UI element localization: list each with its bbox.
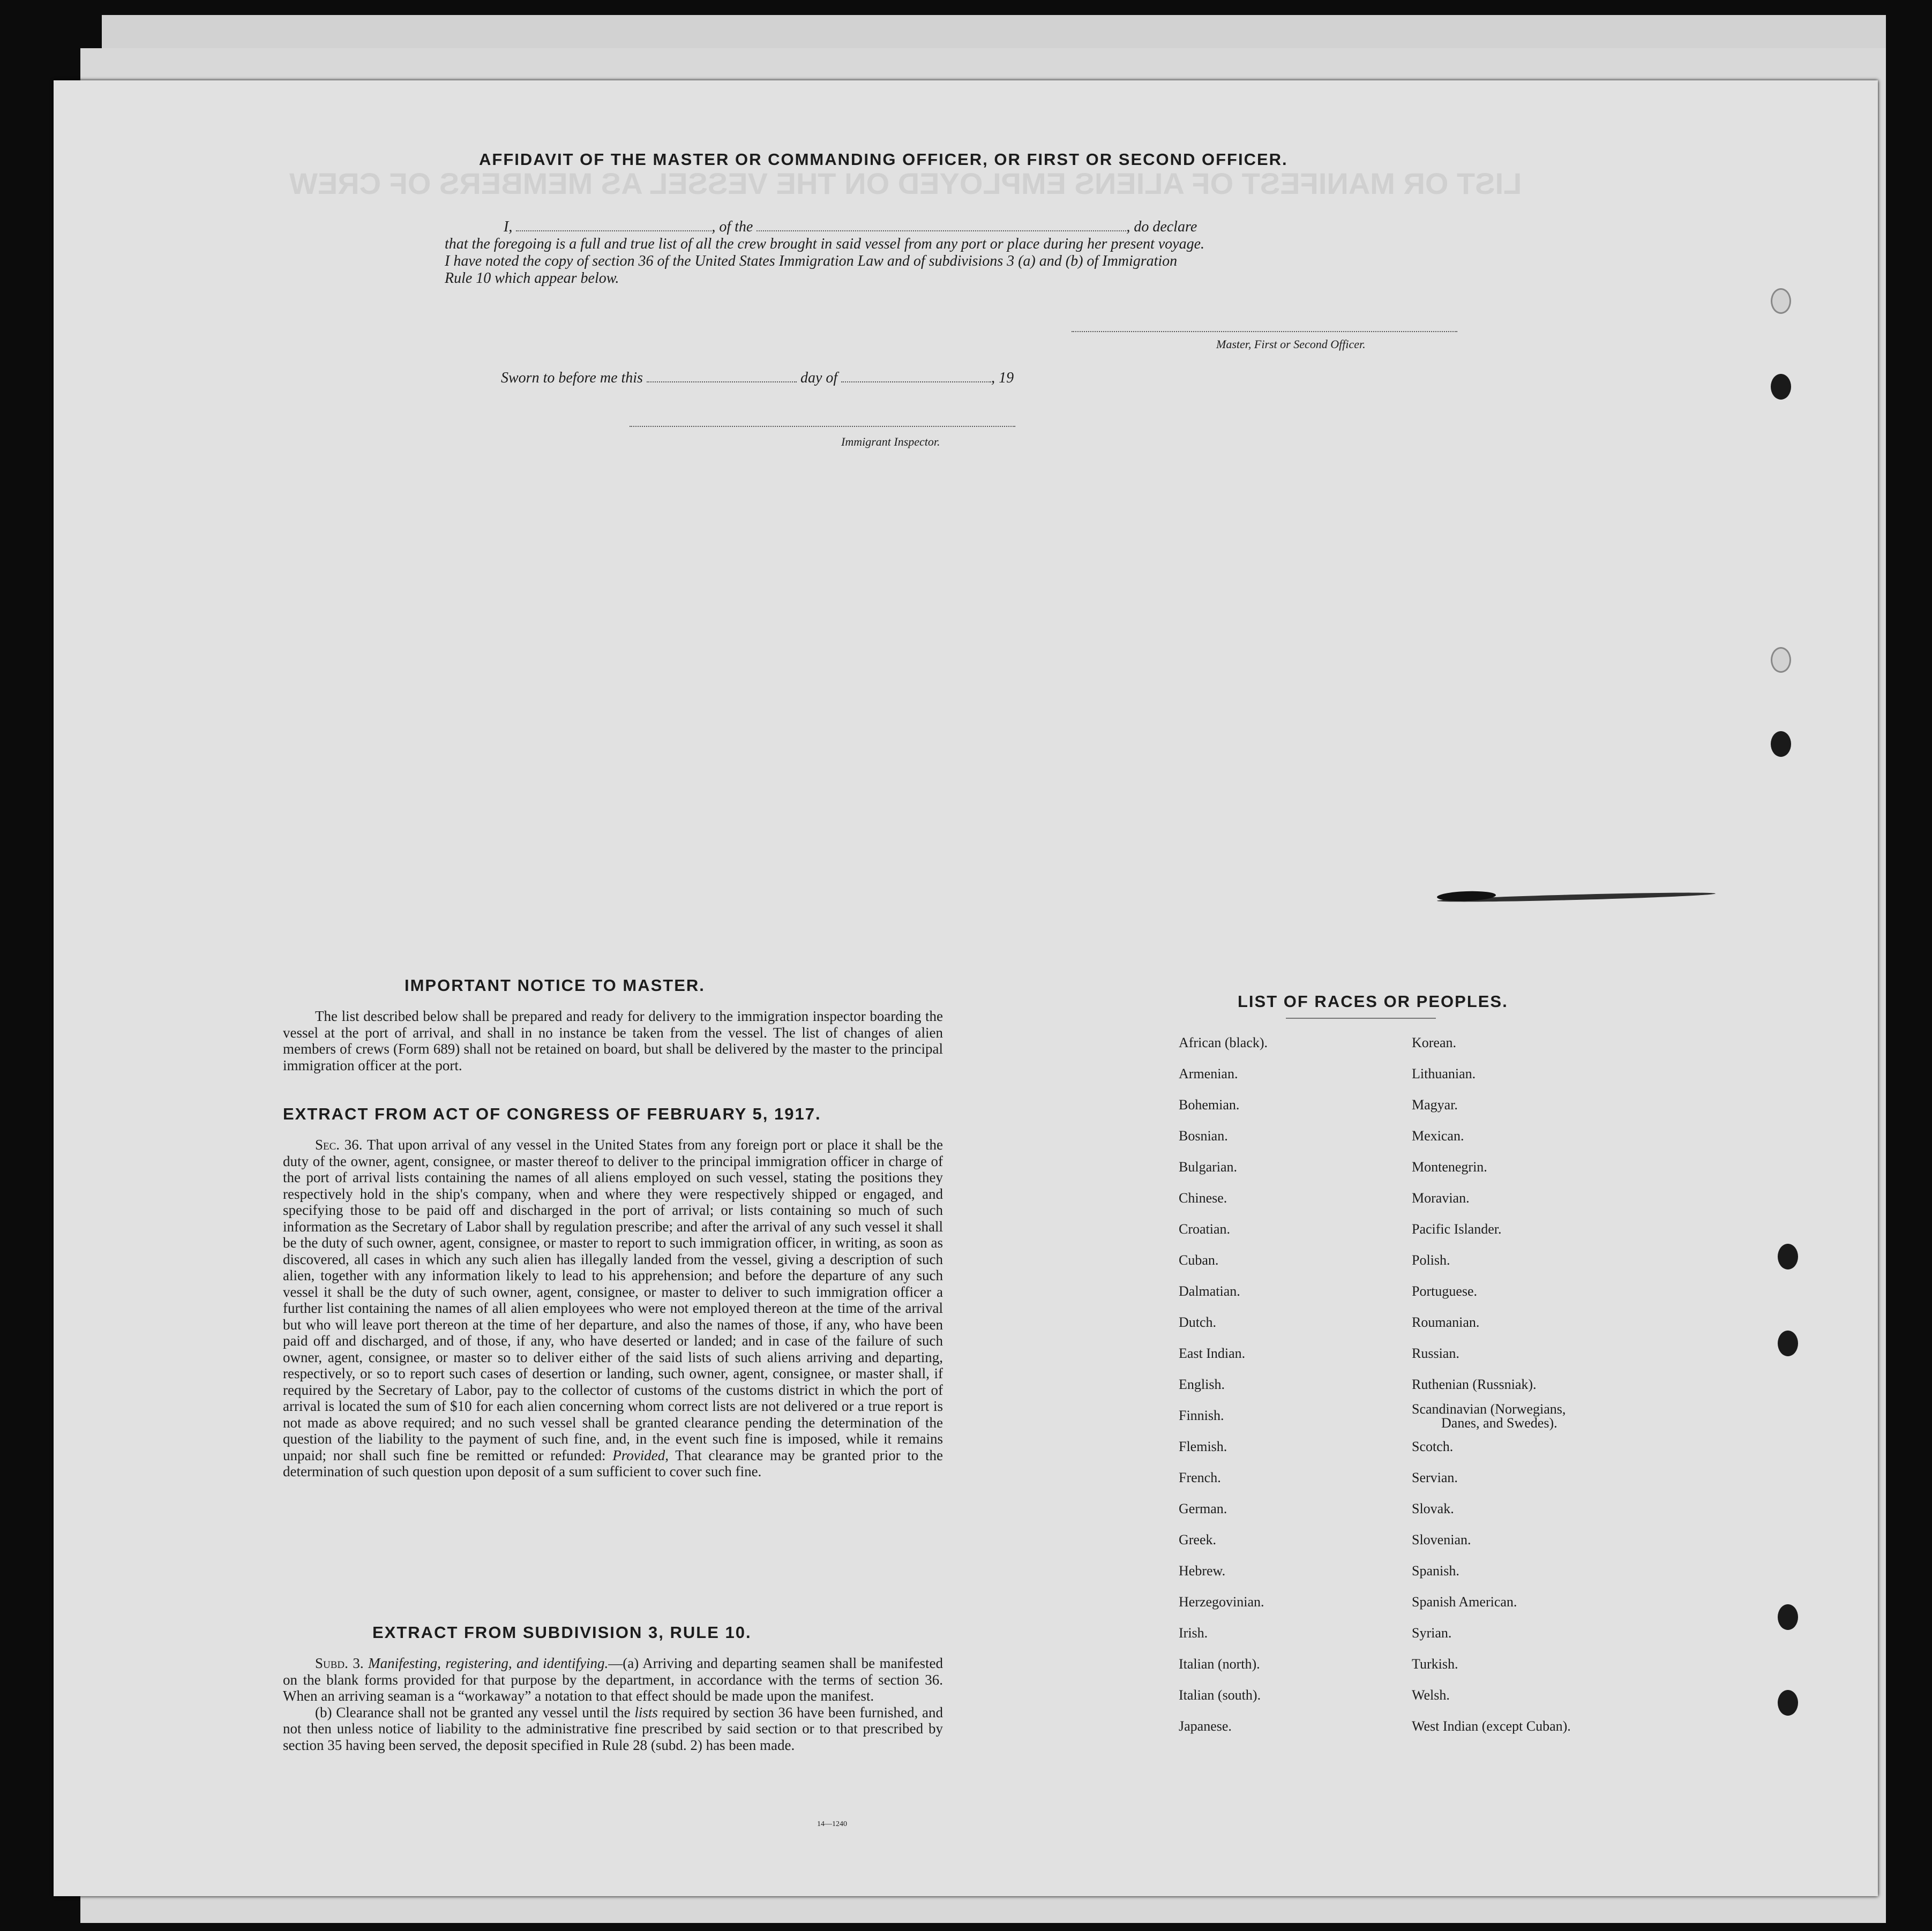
punch-hole [1771, 374, 1791, 400]
race-item: Italian (south). [1179, 1687, 1261, 1703]
race-item: French. [1179, 1470, 1221, 1485]
races-heading: LIST OF RACES OR PEOPLES. [1238, 992, 1508, 1011]
manifest-page [54, 80, 1878, 1896]
rule-heading: EXTRACT FROM SUBDIVISION 3, RULE 10. [372, 1623, 752, 1642]
signature-line [1072, 331, 1457, 332]
subd-b-text2: required by section 36 have been furnished, and not then unless notice of liability to the administrative fine prescribed by said section or to that prescribed by section 35 having been served, the deposit specified in Rule 28 (subd. 2) has been made. [283, 1704, 943, 1753]
race-item: German. [1179, 1501, 1227, 1516]
race-item: English. [1179, 1377, 1225, 1392]
race-item: Danes, and Swedes). [1441, 1415, 1557, 1431]
sworn-label: Sworn to before me this [501, 370, 643, 386]
race-item: Italian (north). [1179, 1656, 1260, 1672]
race-item: Syrian. [1412, 1625, 1452, 1641]
race-item: Scotch. [1412, 1439, 1454, 1454]
race-item: Portuguese. [1412, 1283, 1478, 1299]
race-item: Servian. [1412, 1470, 1458, 1485]
punch-hole [1778, 1604, 1798, 1630]
race-item: East Indian. [1179, 1346, 1246, 1361]
subd-b-text1: (b) Clearance shall not be granted any vessel until the [315, 1704, 631, 1720]
race-item: Croatian. [1179, 1221, 1231, 1237]
race-item: Spanish. [1412, 1563, 1459, 1579]
day-of-label: day of [800, 370, 838, 386]
race-item: Roumanian. [1412, 1314, 1480, 1330]
race-item: Welsh. [1412, 1687, 1450, 1703]
year-label: , 19 [991, 370, 1014, 386]
race-item: Bohemian. [1179, 1097, 1240, 1113]
race-item: Pacific Islander. [1412, 1221, 1502, 1237]
rule-text [283, 1655, 943, 1753]
race-item: Turkish. [1412, 1656, 1458, 1672]
race-item: African (black). [1179, 1035, 1268, 1050]
race-item: Dutch. [1179, 1314, 1217, 1330]
subd-a-text: —(a) Arriving and departing seamen shall be manifested on the blank forms provided for that purpose by the department, in accordance with the terms of section 36. When an arriving seaman is a “workaway” a notation to that effect should be made upon the manifest. [283, 1655, 943, 1704]
subd-b-lists: lists [634, 1704, 658, 1720]
race-item: Japanese. [1179, 1718, 1232, 1734]
race-item: Hebrew. [1179, 1563, 1226, 1579]
race-item: Cuban. [1179, 1252, 1219, 1268]
race-item: Lithuanian. [1412, 1066, 1476, 1081]
act-text [283, 1137, 943, 1480]
race-item: Slovak. [1412, 1501, 1454, 1516]
subd-title: Manifesting, registering, and identifying. [368, 1655, 609, 1671]
race-item: Spanish American. [1412, 1594, 1517, 1610]
name-blank [516, 230, 712, 231]
notice-text [283, 1008, 943, 1073]
punch-hole [1771, 288, 1791, 314]
affidavit-heading: AFFIDAVIT OF THE MASTER OR COMMANDING OFFICER, OR FIRST OR SECOND OFFICER. [479, 150, 1288, 169]
race-item: Irish. [1179, 1625, 1208, 1641]
rule-paragraph-a [283, 1655, 943, 1704]
notice-paragraph: The list described below shall be prepared and ready for delivery to the immigration inspector boarding the vessel at the port of arrival, and shall in no instance be taken from the vessel. The list of changes of alien members of crews (Form 689) shall not be retained on board, but shall be delivered by the master to the principal immigration officer at the port. [283, 1008, 943, 1073]
punch-hole [1771, 647, 1791, 673]
race-item: Scandinavian (Norwegians, [1412, 1401, 1566, 1417]
race-item: Bulgarian. [1179, 1159, 1238, 1175]
affidavit-line4: Rule 10 which appear below. [445, 270, 619, 287]
act-paragraph [283, 1137, 943, 1480]
sworn-line [501, 370, 1014, 387]
act-body: That upon arrival of any vessel in the United States from any foreign port or place it shall be the duty of the owner, agent, consignee, or master thereof to deliver to the principal immigration officer in charge of the port of arrival lists containing the names of all aliens employed on such vessel, stating the positions they respectively hold in the ship's company, when and where they were respectively shipped or engaged, and specifying those to be paid off and discharged in the port of arrival; or lists containing so much of such information as the Secretary of Labor shall by regulation prescribe; and after the arrival of any such vessel it shall be the duty of such owner, agent, consignee, or master to report to such immigration officer, in writing, as soon as discovered, all cases in which any such alien has illegally landed from the vessel, giving a description of such alien, together with any information likely to lead to his apprehension; and before the departure of any such vessel it shall be the duty of such owner, agent, consignee, or master to deliver to such immigration officer a further list containing the names of all alien employees who were not employed thereon at the time of the arrival but who will leave port thereon at the time of her departure, and also the names of those, if any, who have been paid off and discharged, and of those, if any, who have deserted or landed; and in case of the failure of such owner, agent, consignee, or master so to deliver either of the said lists of such aliens arriving and departing, respectively, or so to report such cases of desertion or landing, such owner, agent, consignee, or master shall, if required by the Secretary of Labor, pay to the collector of customs of the customs district in which the port of arrival is located the sum of $10 for each alien concerning whom correct lists are not delivered or a true report is not made as above required; and no such vessel shall be granted clearance pending the determination of the question of the liability to the payment of such fine, and, in the event such fine is imposed, while it remains unpaid; nor shall such fine be remitted or refunded: [283, 1137, 943, 1463]
race-item: Armenian. [1179, 1066, 1238, 1081]
form-number: 14—1240 [817, 1820, 847, 1828]
day-blank [647, 381, 797, 382]
affidavit-line3: I have noted the copy of section 36 of the United States Immigration Law and of subdivisions 3 (a) and (b) of Immigration [445, 253, 1178, 269]
bleed-through: LIST OR MANIFEST OF ALIENS EMPLOYED ON THE VESSEL AS MEMBERS OF CREW [289, 167, 1522, 200]
affidavit-of-the: , of the [712, 219, 753, 235]
race-item: Herzegovinian. [1179, 1594, 1264, 1610]
inspector-label: Immigrant Inspector. [841, 435, 940, 448]
affidavit-line2: that the foregoing is a full and true list of all the crew brought in said vessel from any port or place during her present voyage. [445, 236, 1205, 252]
race-item: Magyar. [1412, 1097, 1458, 1113]
race-item: Bosnian. [1179, 1128, 1228, 1144]
sec-label: Sec. 36. [315, 1137, 363, 1153]
race-item: Ruthenian (Russniak). [1412, 1377, 1537, 1392]
race-item: Montenegrin. [1412, 1159, 1487, 1175]
race-item: Dalmatian. [1179, 1283, 1240, 1299]
inspector-line [630, 426, 1015, 427]
race-item: Moravian. [1412, 1190, 1470, 1206]
race-item: Polish. [1412, 1252, 1450, 1268]
vessel-blank [757, 230, 1126, 231]
race-item: Finnish. [1179, 1408, 1224, 1423]
race-item: Greek. [1179, 1532, 1217, 1547]
affidavit-i: I, [504, 219, 513, 235]
races-heading-rule [1286, 1018, 1436, 1019]
race-item: Mexican. [1412, 1128, 1464, 1144]
punch-hole [1771, 731, 1791, 757]
subd-label: Subd. 3. [315, 1655, 364, 1671]
race-item: Russian. [1412, 1346, 1459, 1361]
notice-heading: IMPORTANT NOTICE TO MASTER. [405, 976, 705, 995]
rule-paragraph-b [283, 1704, 943, 1754]
race-item: Korean. [1412, 1035, 1457, 1050]
punch-hole [1778, 1244, 1798, 1269]
race-item: Slovenian. [1412, 1532, 1471, 1547]
punch-hole [1778, 1690, 1798, 1716]
punch-hole [1778, 1331, 1798, 1356]
act-heading: EXTRACT FROM ACT OF CONGRESS OF FEBRUARY 5, 1917. [283, 1104, 821, 1123]
race-item: West Indian (except Cuban). [1412, 1718, 1571, 1734]
affidavit-line1 [504, 219, 1197, 236]
month-blank [841, 381, 991, 382]
race-item: Chinese. [1179, 1190, 1227, 1206]
race-item: Flemish. [1179, 1439, 1227, 1454]
act-body-end: That clearance may be granted prior to the determination of such question upon deposit of a sum sufficient to cover such fine. [283, 1447, 943, 1479]
provided-word: Provided, [612, 1447, 669, 1463]
master-label: Master, First or Second Officer. [1216, 337, 1366, 351]
affidavit-declare: , do declare [1126, 219, 1197, 235]
